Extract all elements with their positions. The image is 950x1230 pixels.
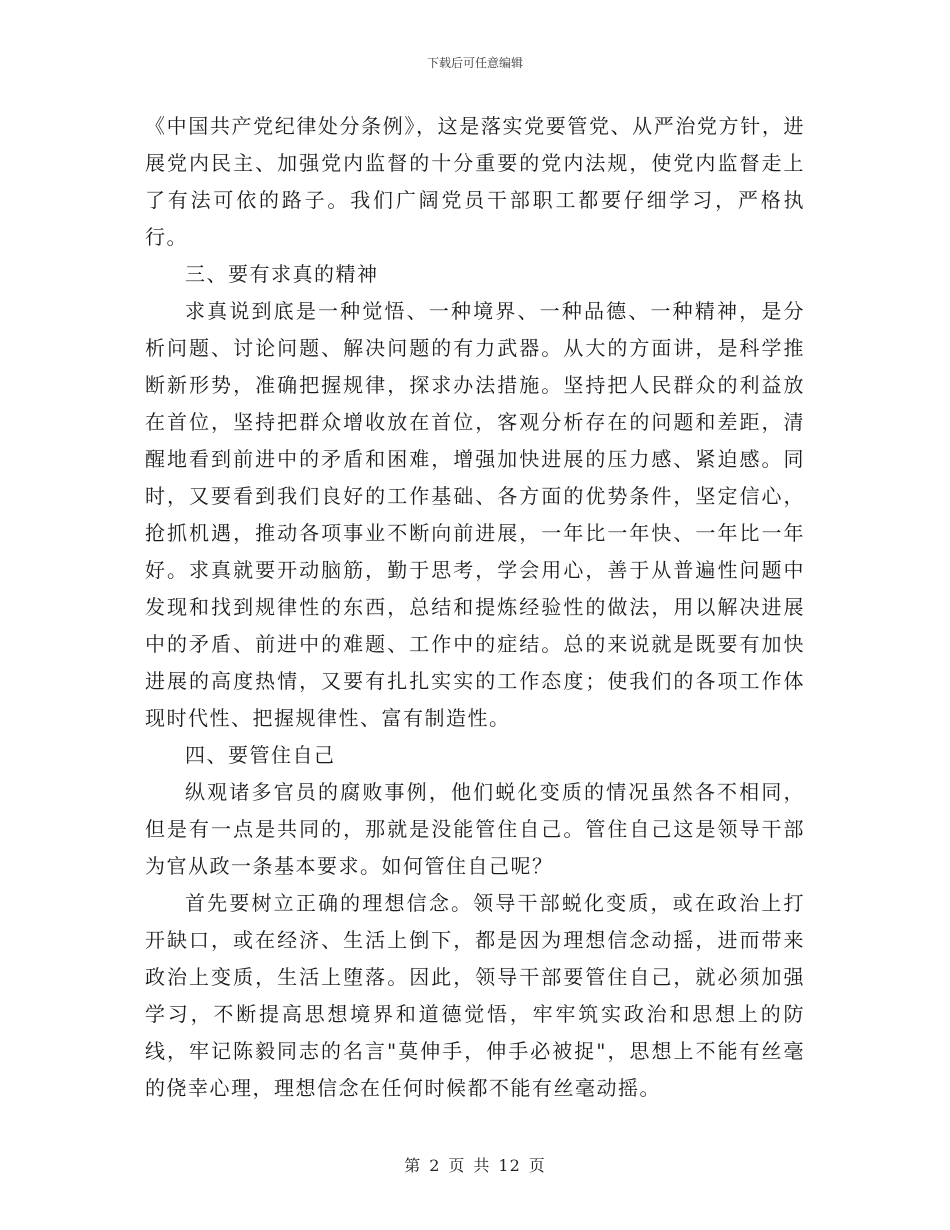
header-note: 下载后可任意编辑 (426, 56, 523, 70)
section-heading-3: 三、要有求真的精神 (185, 262, 379, 286)
page-label-prefix: 第 (404, 1156, 422, 1175)
paragraph: 首先要树立正确的理想信念。领导干部蜕化变质，或在政治上打开缺口，或在经济、生活上倒下，都是因为理想信念动摇，进而带来政治上变质，生活上堕落。因此，领导干部要管住自己，就必须加强学习，不断提高思想境界和道德觉悟，牢牢筑实政治和思想上的防线，牢记陈毅同志的名言"莫伸手，伸手必被捉"，思想上不能有丝毫的侥幸心理，理想信念在任何时候都不能有丝毫动摇。 (145, 891, 805, 1100)
paragraph-continued: 《中国共产党纪律处分条例》，这是落实党要管党、从严治党方针，进展党内民主、加强党内监督的十分重要的党内法规，使党内监督走上了有法可依的路子。我们广阔党员干部职工都要仔细学习，严格执行。 (145, 114, 805, 249)
page-label-mid: 页 (448, 1156, 466, 1175)
section-heading-4: 四、要管住自己 (185, 743, 336, 767)
paragraph: 纵观诸多官员的腐败事例，他们蜕化变质的情况虽然各不相同，但是有一点是共同的，那就是没能管住自己。管住自己这是领导干部为官从政一条基本要求。如何管住自己呢？ (145, 780, 805, 878)
page-label-suffix: 页 (528, 1156, 546, 1175)
total-label: 共 (473, 1156, 491, 1175)
page-footer (0, 1153, 950, 1176)
document-body (145, 108, 805, 1107)
total-pages: 12 (498, 1156, 521, 1175)
paragraph: 求真说到底是一种觉悟、一种境界、一种品德、一种精神，是分析问题、讨论问题、解决问题的有力武器。从大的方面讲，是科学推断新形势，准确把握规律，探求办法措施。坚持把人民群众的利益放在首位，坚持把群众增收放在首位，客观分析存在的问题和差距，清醒地看到前进中的矛盾和困难，增强加快进展的压力感、紧迫感。同时，又要看到我们良好的工作基础、各方面的优势条件，坚定信心，抢抓机遇，推动各项事业不断向前进展，一年比一年快、一年比一年好。求真就要开动脑筋，勤于思考，学会用心，善于从普遍性问题中发现和找到规律性的东西，总结和提炼经验性的做法，用以解决进展中的矛盾、前进中的难题、工作中的症结。总的来说就是既要有加快进展的高度热情，又要有扎扎实实的工作态度；使我们的各项工作体现时代性、把握规律性、富有制造性。 (145, 299, 805, 730)
page-number: 2 (429, 1156, 441, 1175)
